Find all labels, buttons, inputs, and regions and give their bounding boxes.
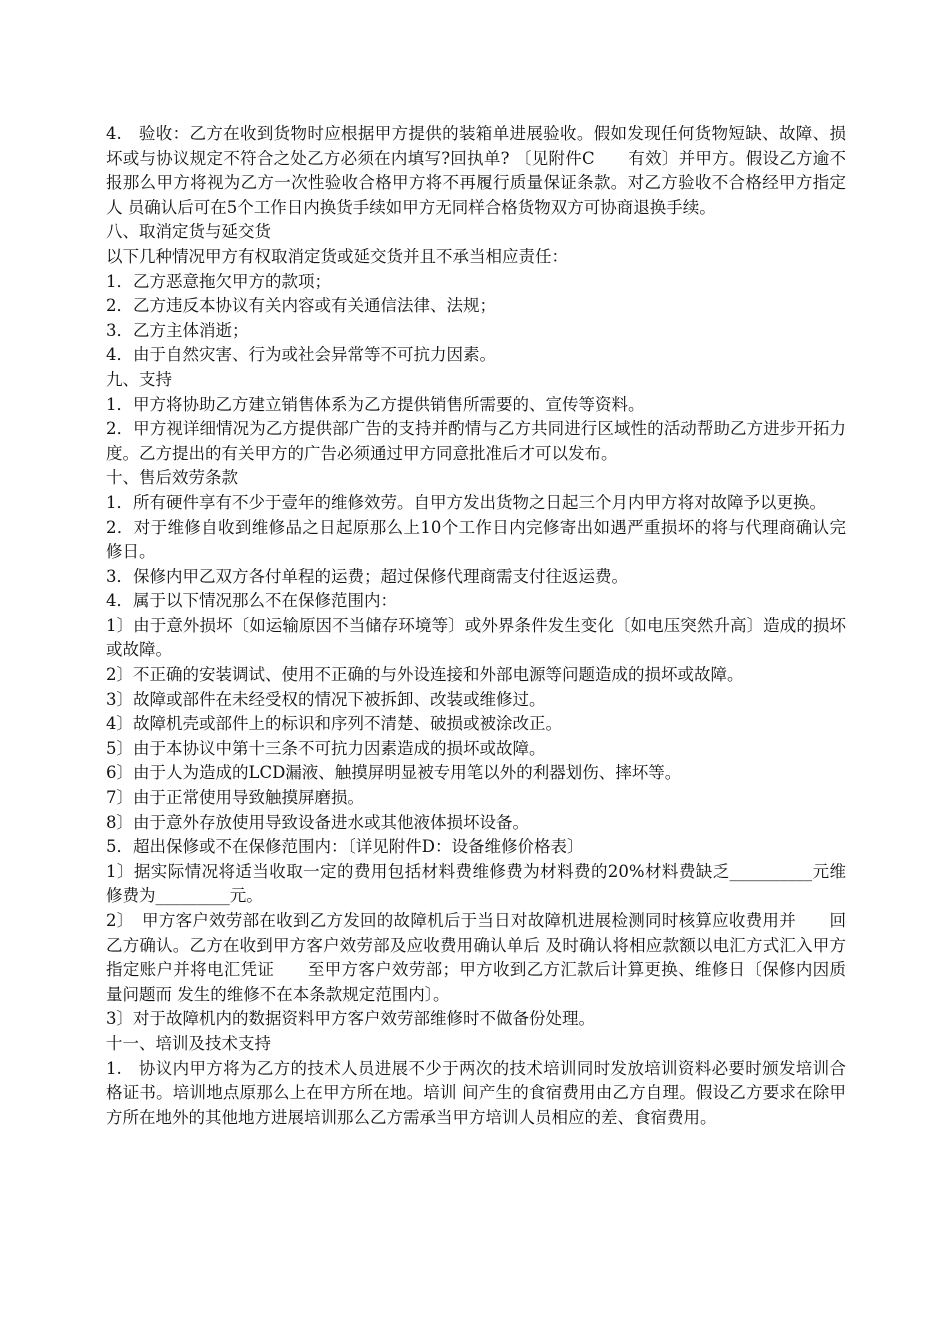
list-item: 4．由于自然灾害、行为或社会异常等不可抗力因素。 [106,345,496,365]
sub-list-item: 2〕 甲方客户效劳部在收到乙方发回的故障机后于当日对故障机进展检测同时核算应收费用并 回乙方确认。乙方在收到甲方客户效劳部及应收费用确认单后 及时确认将相应款额以电汇方式汇入甲方指定账户并将电汇凭证 至甲方客户效劳部；甲方收到乙方汇款后计算更换、维修日〔保修内因质量问题而 发生的维修不在本条款规定范围内〕。 [106,911,846,1004]
list-item: 1．甲方将协助乙方建立销售体系为乙方提供销售所需要的、宣传等资料。 [106,394,645,414]
list-item: 2．乙方违反本协议有关内容或有关通信法律、法规； [106,296,496,316]
sub-list-item: 7〕由于正常使用导致触摸屏磨损。 [106,788,364,808]
section-8-heading: 八、取消定货与延交货 [106,222,271,242]
sub-list-item: 6〕由于人为造成的LCD漏液、触摸屏明显被专用笔以外的利器划伤、摔坏等。 [106,763,682,783]
list-item: 1. 协议内甲方将为乙方的技术人员进展不少于两次的技术培训同时发放培训资料必要时颁发培训合格证书。培训地点原那么上在甲方所在地。培训 间产生的食宿费用由乙方自理。假设乙方要求在除甲方所在地外的其他地方进展培训那么乙方需承当甲方培训人员相应的差、食宿费用。 [106,1058,846,1127]
sub-list-item: 4〕故障机壳或部件上的标识和序列不清楚、破损或被涂改正。 [106,714,562,734]
acceptance-clause-paragraph: 4. 验收：乙方在收到货物时应根据甲方提供的装箱单进展验收。假如发现任何货物短缺、故障、损坏或与协议规定不符合之处乙方必须在内填写?回执单? 〔见附件C 有效〕并甲方。假设乙方逾不报那么甲方将视为乙方一次性验收合格甲方将不再履行质量保证条款。对乙方验收不合格经甲方指定人 员确认后可在5个工作日内换货手续如甲方无同样合格货物双方可协商退换手续。 [106,124,846,217]
document-page [106,122,846,1130]
list-item: 5．超出保修或不在保修范围内：〔详见附件D：设备维修价格表〕 [106,837,584,857]
sub-list-item: 8〕由于意外存放使用导致设备进水或其他液体损坏设备。 [106,812,529,832]
sub-list-item: 1〕由于意外损坏〔如运输原因不当储存环境等〕或外界条件发生变化〔如电压突然升高〕造成的损坏或故障。 [106,615,846,660]
list-item: 2．甲方视详细情况为乙方提供部广告的支持并酌情与乙方共同进行区域性的活动帮助乙方进步开拓力度。乙方提出的有关甲方的广告必须通过甲方同意批准后才可以发布。 [106,419,846,463]
list-item: 3．乙方主体消逝； [106,320,249,340]
sub-list-item: 2〕不正确的安装调试、使用不正确的与外设连接和外部电源等问题造成的损坏或故障。 [106,665,744,685]
sub-list-item: 5〕由于本协议中第十三条不可抗力因素造成的损坏或故障。 [106,738,546,758]
section-10-heading: 十、售后效劳条款 [106,468,238,488]
list-item: 1．所有硬件享有不少于壹年的维修效劳。自甲方发出货物之日起三个月内甲方将对故障予以更换。 [106,492,826,512]
list-item: 1．乙方恶意拖欠甲方的款项； [106,271,331,291]
section-11-heading: 十一、培训及技术支持 [106,1033,271,1053]
list-item: 2．对于维修自收到维修品之日起原那么上10个工作日内完修寄出如遇严重损坏的将与代理商确认完修日。 [106,517,846,562]
sub-list-item: 3〕对于故障机内的数据资料甲方客户效劳部维修时不做备份处理。 [106,1009,595,1029]
section-9-heading: 九、支持 [106,369,172,389]
list-item: 4．属于以下情况那么不在保修范围内： [106,591,397,611]
sub-list-item: 1〕据实际情况将适当收取一定的费用包括材料费维修费为材料费的20%材料费缺乏__________元维修费为_________元。 [106,861,846,906]
list-item: 3．保修内甲乙双方各付单程的运费；超过保修代理商需支付往返运费。 [106,566,628,586]
sub-list-item: 3〕故障或部件在未经受权的情况下被拆卸、改装或维修过。 [106,689,546,709]
section-8-intro: 以下几种情况甲方有权取消定货或延交货并且不承当相应责任： [106,246,568,266]
